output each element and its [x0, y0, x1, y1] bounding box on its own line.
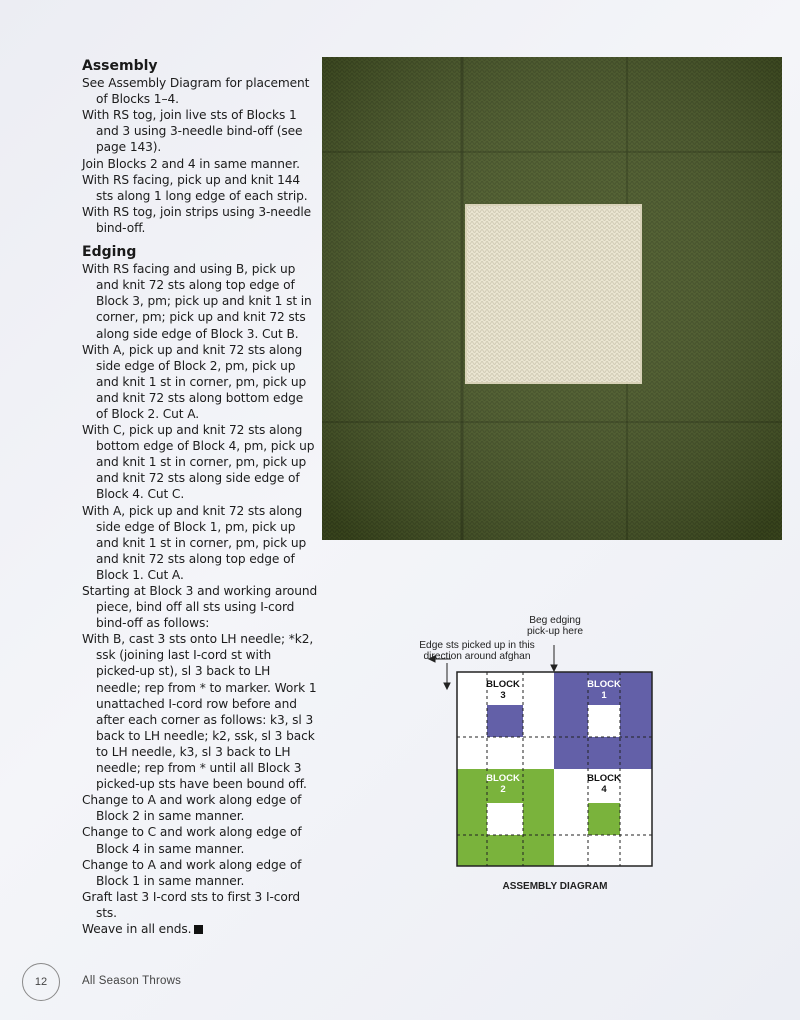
- edge-direction-arrowhead: [444, 683, 450, 689]
- edge-sts-label: Edge sts picked up in this direction around afghan: [419, 640, 535, 662]
- edging-final-paragraph: [82, 921, 318, 937]
- edging-heading: Edging: [82, 244, 137, 261]
- block-4-label: [576, 773, 632, 795]
- block-3-title: BLOCK: [486, 679, 520, 690]
- afghan-photo-svg: [322, 57, 782, 540]
- block-4-title: BLOCK: [587, 773, 621, 784]
- block-3-number: 3: [500, 690, 506, 701]
- block-1-number: 1: [601, 690, 607, 701]
- beg-edging-arrowhead: [551, 665, 557, 671]
- afghan-photo: [322, 57, 782, 540]
- assembly-paragraph: With RS tog, join live sts of Blocks 1 and 3 using 3-needle bind-off (see page 143).: [82, 108, 303, 155]
- assembly-paragraph: With RS facing, pick up and knit 144 sts along 1 long edge of each strip.: [82, 172, 308, 203]
- book-title: All Season Throws: [82, 975, 182, 987]
- page-number-badge: [22, 963, 60, 1001]
- block-2-inner: [487, 803, 523, 835]
- assembly-paragraph: Join Blocks 2 and 4 in same manner.: [82, 156, 300, 171]
- block-1-inner: [588, 705, 620, 737]
- instructions-column: [82, 58, 318, 937]
- block-4-inner: [588, 803, 620, 835]
- assembly-paragraph: With RS tog, join strips using 3-needle bind-off.: [82, 204, 312, 235]
- block-2-title: BLOCK: [486, 773, 520, 784]
- edging-paragraph: With RS facing and using B, pick up and knit 72 sts along top edge of Block 3, pm; pick up and knit 1 st in corner, pm; pick up and knit 72 sts along side edge of Block 3. Cut B.: [82, 262, 312, 341]
- block-4-number: 4: [601, 784, 607, 795]
- block-2-label: [475, 773, 531, 795]
- block-3-label: [475, 679, 531, 701]
- block-2-number: 2: [500, 784, 506, 795]
- assembly-heading: Assembly: [82, 58, 158, 74]
- assembly-diagram: [395, 605, 725, 905]
- edging-paragraph: With A, pick up and knit 72 sts along side edge of Block 1, pm, pick up and knit 1 st in corner, pm, pick up and knit 72 sts along top edge of Block 1. Cut A.: [82, 503, 307, 582]
- edging-paragraph: Change to C and work along edge of Block 4 in same manner.: [82, 825, 302, 856]
- block-1-label: [576, 679, 632, 701]
- beg-edging-label: Beg edging pick-up here: [526, 615, 584, 637]
- edging-paragraph: With A, pick up and knit 72 sts along side edge of Block 2, pm, pick up and knit 1 st in corner, pm, pick up and knit 72 sts along bottom edge of Block 2. Cut A.: [82, 342, 307, 421]
- assembly-section: [82, 58, 318, 236]
- end-mark-icon: [194, 925, 203, 934]
- edging-final-text: Weave in all ends.: [82, 921, 192, 936]
- edging-paragraph: With B, cast 3 sts onto LH needle; *k2, ssk (joining last I-cord st with picked-up st), sl 3 back to LH needle; rep from * to marker. Work 1 unattached I-cord row before and after each corner as follows: k3, sl 3 back to LH needle; k2, ssk, sl 3 back to LH needle, k3, sl 3 back to LH needle; rep from * until all Block 3 picked-up sts have been bound off.: [82, 632, 317, 792]
- edging-paragraph: Graft last 3 I-cord sts to first 3 I-cord sts.: [82, 889, 301, 920]
- edging-paragraph: Change to A and work along edge of Block 1 in same manner.: [82, 857, 302, 888]
- page-number: 12: [34, 976, 48, 988]
- block-3-inner: [487, 705, 523, 737]
- assembly-paragraph: See Assembly Diagram for placement of Blocks 1–4.: [82, 76, 310, 107]
- edging-section: [82, 244, 318, 937]
- diagram-caption: ASSEMBLY DIAGRAM: [502, 881, 608, 892]
- block-1-title: BLOCK: [587, 679, 621, 690]
- edging-paragraph: With C, pick up and knit 72 sts along bottom edge of Block 4, pm, pick up and knit 1 st in corner, pm, pick up and knit 72 sts along side edge of Block 4. Cut C.: [82, 423, 315, 502]
- edging-paragraph: Starting at Block 3 and working around piece, bind off all sts using I-cord bind-off as follows:: [82, 584, 318, 631]
- edging-paragraph: Change to A and work along edge of Block 2 in same manner.: [82, 793, 302, 824]
